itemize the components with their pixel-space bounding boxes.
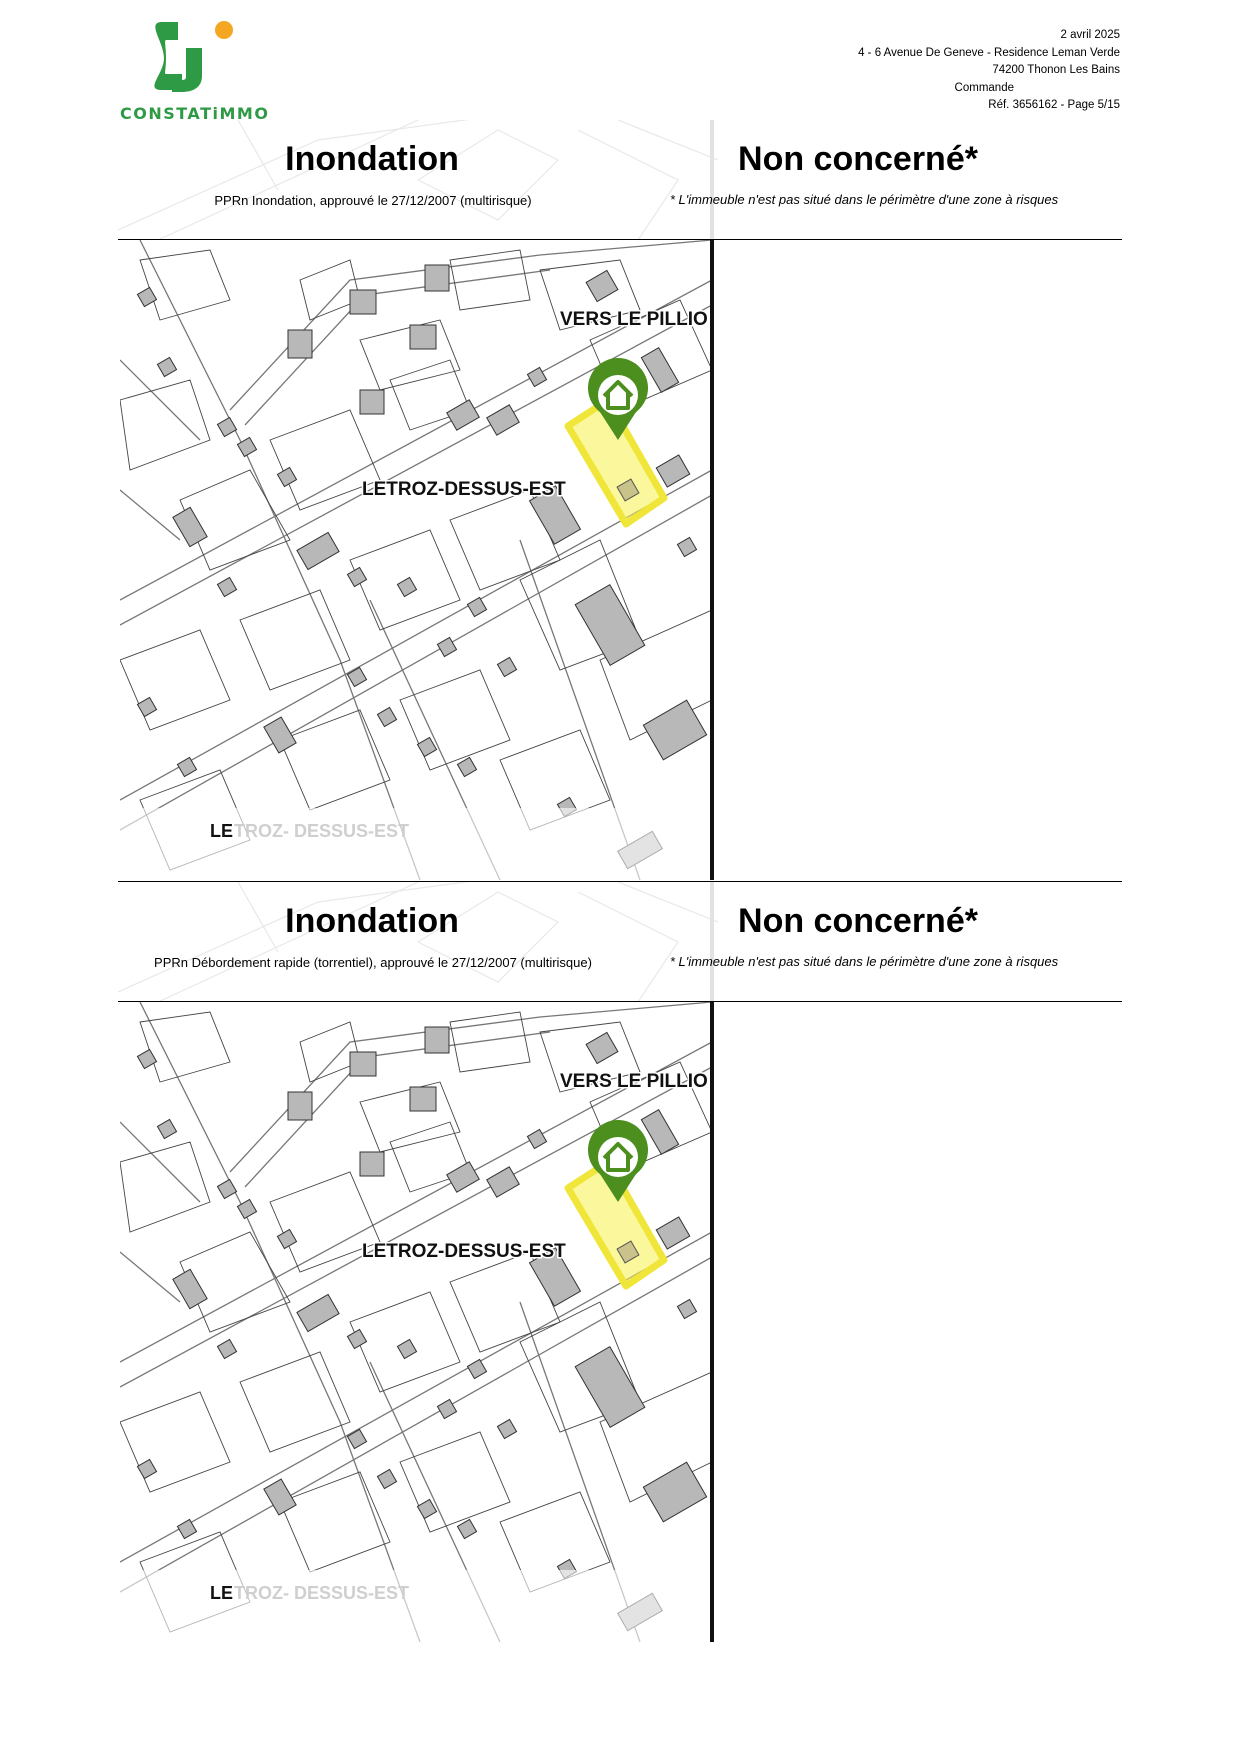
reference-page: Réf. 3656162 - Page 5/15 (988, 99, 1120, 111)
risk-title: Inondation (285, 140, 459, 178)
map-label-vers-le-pillio: VERS LE PILLIO (560, 1071, 708, 1092)
map-label-le: LE (210, 1583, 234, 1603)
constatimmo-ci-logo-icon (120, 18, 290, 108)
risk-plan-description: PPRn Inondation, approuvé le 27/12/2007 (multirisque) (214, 193, 532, 208)
map-label-vers-le-pillio: VERS LE PILLIO (560, 309, 708, 330)
map-divider (710, 240, 714, 880)
report-date: 2 avril 2025 (1060, 29, 1120, 41)
section-header (118, 882, 1122, 1002)
risk-status: Non concerné* (738, 140, 978, 178)
order-label: Commande (954, 81, 1014, 94)
map-svg (120, 240, 712, 880)
column-divider (710, 882, 714, 1002)
risk-plan-description: PPRn Débordement rapide (torrentiel), approuvé le 27/12/2007 (multirisque) (154, 955, 592, 970)
risk-title: Inondation (285, 902, 459, 940)
risk-status-note: * L'immeuble n'est pas situé dans le périmètre d'une zone à risques (669, 192, 1059, 207)
map-label-faded: TROZ- DESSUS-EST (234, 821, 410, 841)
cadastral-map (120, 1002, 712, 1642)
column-divider (710, 120, 714, 240)
document-header-info (858, 27, 1120, 115)
map-label-letroz-dessus-est: LETROZ-DESSUS-EST (362, 479, 566, 500)
cadastral-map (120, 240, 712, 880)
logo-text: CONSTATiMMO (120, 104, 270, 123)
address-line-2: 74200 Thonon Les Bains (992, 64, 1120, 76)
map-watermark (118, 120, 718, 240)
map-label-faded: TROZ- DESSUS-EST (234, 1583, 410, 1603)
section-header (118, 120, 1122, 240)
constatimmo-logo (120, 18, 290, 123)
address-line-1: 4 - 6 Avenue De Geneve - Residence Leman Verde (858, 46, 1120, 59)
risk-status: Non concerné* (738, 902, 978, 940)
map-svg (120, 1002, 712, 1642)
map-divider (710, 1002, 714, 1642)
map-watermark (118, 882, 718, 1002)
map-label-letroz-dessus-est: LETROZ-DESSUS-EST (362, 1241, 566, 1262)
risk-status-note: * L'immeuble n'est pas situé dans le périmètre d'une zone à risques (669, 954, 1059, 969)
map-label-le: LE (210, 821, 234, 841)
